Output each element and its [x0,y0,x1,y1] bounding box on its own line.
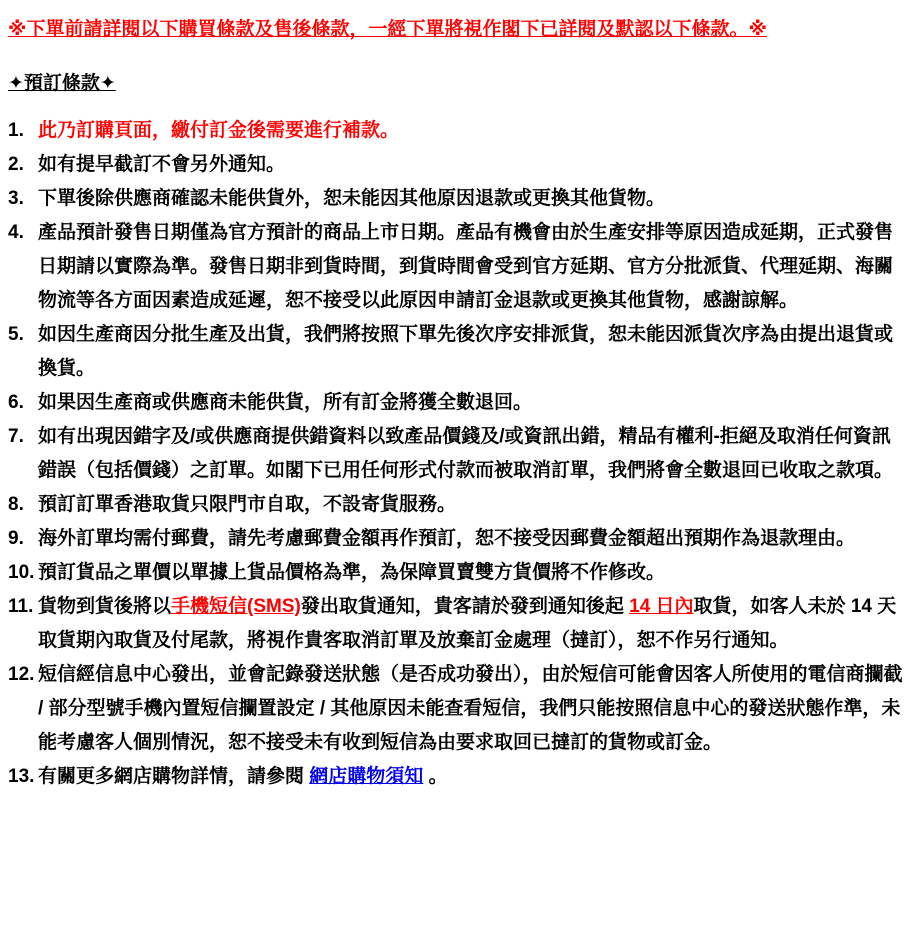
term-text [38,590,905,658]
term-text [38,488,905,522]
term-segment: 下單後除供應商確認未能供貨外，恕未能因其他原因退款或更換其他貨物。 [38,188,666,209]
term-item [8,488,905,522]
term-item [8,522,905,556]
term-number: 6. [8,392,24,413]
term-segment: 有關更多網店購物詳情，請參閱 [38,766,310,787]
purchase-notice-header: ※下單前請詳閱以下購買條款及售後條款，一經下單將視作閣下已詳閱及默認以下條款。※ [8,19,767,40]
term-number: 4. [8,222,24,243]
term-item [8,386,905,420]
term-item [8,148,905,182]
term-text [38,760,905,794]
term-number: 1. [8,120,24,141]
term-text [38,114,905,148]
term-number: 10. [8,562,35,583]
term-number: 12. [8,664,35,685]
term-text [38,148,905,182]
term-segment: 預訂訂單香港取貨只限門市自取，不設寄貨服務。 [38,494,457,515]
term-number: 5. [8,324,24,345]
terms-list [8,114,905,794]
term-segment: 產品預計發售日期僅為官方預計的商品上市日期。產品有機會由於生產安排等原因造成延期，正式發售日期請以實際為準。發售日期非到貨時間，到貨時間會受到官方延期、官方分批派貨、代理延期、海關物流等各方面因素造成延遲，恕不接受以此原因申請訂金退款或更換其他貨物，感謝諒解。 [38,222,894,311]
term-segment: 取貨，如客人未於 14 天取貨期內取貨及付尾款，將視作貴客取消訂單及放棄訂金處理（撻訂），恕不作另行通知。 [38,596,897,651]
term-number: 11. [8,596,34,617]
term-text [38,318,905,386]
term-item [8,760,905,794]
term-segment: 發出取貨通知，貴客請於發到通知後起 [300,596,630,617]
term-number: 8. [8,494,24,515]
term-segment: 手機短信(SMS) [171,596,301,617]
term-segment: 14 日內 [629,596,694,617]
term-segment: 海外訂單均需付郵費，請先考慮郵費金額再作預訂，恕不接受因郵費金額超出預期作為退款理由。 [38,528,856,549]
term-segment: 如有出現因錯字及/或供應商提供錯資料以致產品價錢及/或資訊出錯，精品有權利-拒絕及取消任何資訊錯誤（包括價錢）之訂單。如閣下已用任何形式付款而被取消訂單，我們將會全數退回已收取之款項。 [38,426,894,481]
term-text [38,216,905,318]
term-segment: 預訂貨品之單價以單據上貨品價格為準，為保障買賣雙方貨價將不作修改。 [38,562,666,583]
store-shopping-guide-link[interactable]: 網店購物須知 [309,766,424,787]
term-item [8,216,905,318]
term-segment: 短信經信息中心發出，並會記錄發送狀態（是否成功發出），由於短信可能會因客人所使用的電信商攔截 / 部分型號手機內置短信攔置設定 / 其他原因未能查看短信，我們只能按照信息中心的發送狀態作準，未能考慮客人個別情況，恕不接受未有收到短信為由要求取回已撻訂的貨物或訂金。 [38,664,903,753]
term-text [38,182,905,216]
term-number: 9. [8,528,24,549]
term-item [8,556,905,590]
term-text [38,522,905,556]
term-text [38,556,905,590]
term-text [38,420,905,488]
term-segment: 如因生產商因分批生產及出貨，我們將按照下單先後次序安排派貨，恕未能因派貨次序為由提出退貨或換貨。 [38,324,894,379]
term-segment: 如果因生產商或供應商未能供貨，所有訂金將獲全數退回。 [38,392,533,413]
term-number: 7. [8,426,24,447]
term-text [38,658,905,760]
term-item [8,182,905,216]
term-number: 2. [8,154,24,175]
term-number: 13. [8,766,35,787]
term-item [8,590,905,658]
term-item [8,318,905,386]
term-item [8,658,905,760]
term-item [8,420,905,488]
term-item [8,114,905,148]
term-segment: 如有提早截訂不會另外通知。 [38,154,286,175]
term-segment: 。 [423,766,448,787]
term-segment: 貨物到貨後將以 [38,596,172,617]
term-text [38,386,905,420]
term-segment: 此乃訂購頁面，繳付訂金後需要進行補款。 [38,120,400,141]
preorder-terms-section-title: ✦預訂條款✦ [8,73,116,94]
term-number: 3. [8,188,24,209]
